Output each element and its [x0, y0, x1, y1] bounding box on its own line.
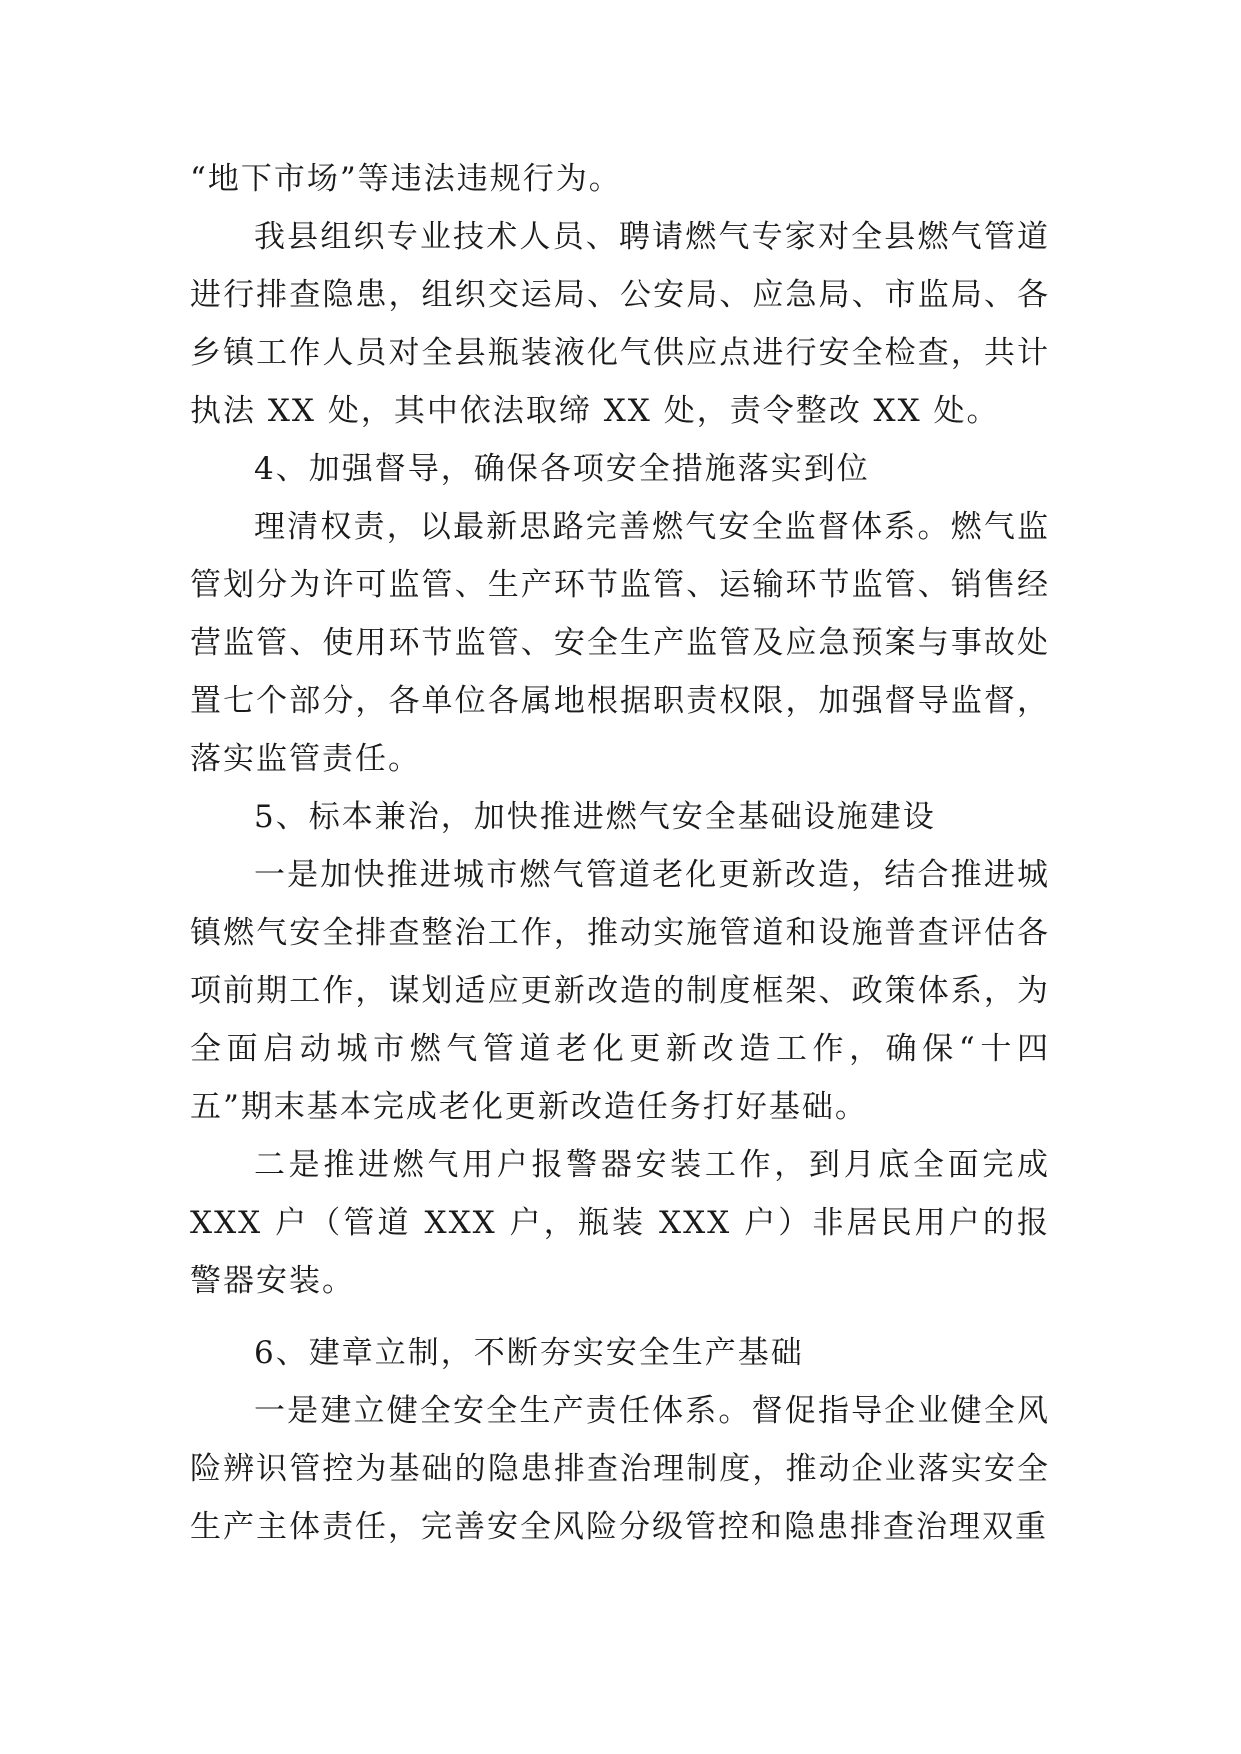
paragraph-continuation: “地下市场”等违法违规行为。	[190, 161, 622, 197]
paragraph-responsibility-system: 一是建立健全安全生产责任体系。督促指导企业健全风险辨识管控为基础的隐患排查治理制度，推动企业落实安全生产主体责任，完善安全风险分级管控和隐患排查治理双重	[190, 1393, 1050, 1545]
document-page	[190, 150, 1050, 1556]
section-heading-6: 6、建章立制，不断夯实安全生产基础	[254, 1335, 804, 1371]
paragraph-pipeline-renovation: 一是加快推进城市燃气管道老化更新改造，结合推进城镇燃气安全排查整治工作，推动实施管道和设施普查评估各项前期工作，谋划适应更新改造的制度框架、政策体系，为全面启动城市燃气管道老化更新改造工作，确保“十四五”期末基本完成老化更新改造任务打好基础。	[190, 857, 1050, 1125]
section-heading-4: 4、加强督导，确保各项安全措施落实到位	[254, 451, 870, 487]
section-heading-5: 5、标本兼治，加快推进燃气安全基础设施建设	[254, 799, 936, 835]
paragraph-supervision: 理清权责，以最新思路完善燃气安全监督体系。燃气监管划分为许可监管、生产环节监管、运输环节监管、销售经营监管、使用环节监管、安全生产监管及应急预案与事故处置七个部分，各单位各属地根据职责权限，加强督导监督，落实监管责任。	[190, 509, 1050, 777]
paragraph-alarm-installation: 二是推进燃气用户报警器安装工作，到月底全面完成 XXX 户（管道 XXX 户，瓶装 XXX 户）非居民用户的报警器安装。	[190, 1147, 1050, 1299]
paragraph-inspection: 我县组织专业技术人员、聘请燃气专家对全县燃气管道进行排查隐患，组织交运局、公安局、应急局、市监局、各乡镇工作人员对全县瓶装液化气供应点进行安全检查，共计执法 XX 处，其中依法取缔 XX 处，责令整改 XX 处。	[190, 219, 1050, 429]
